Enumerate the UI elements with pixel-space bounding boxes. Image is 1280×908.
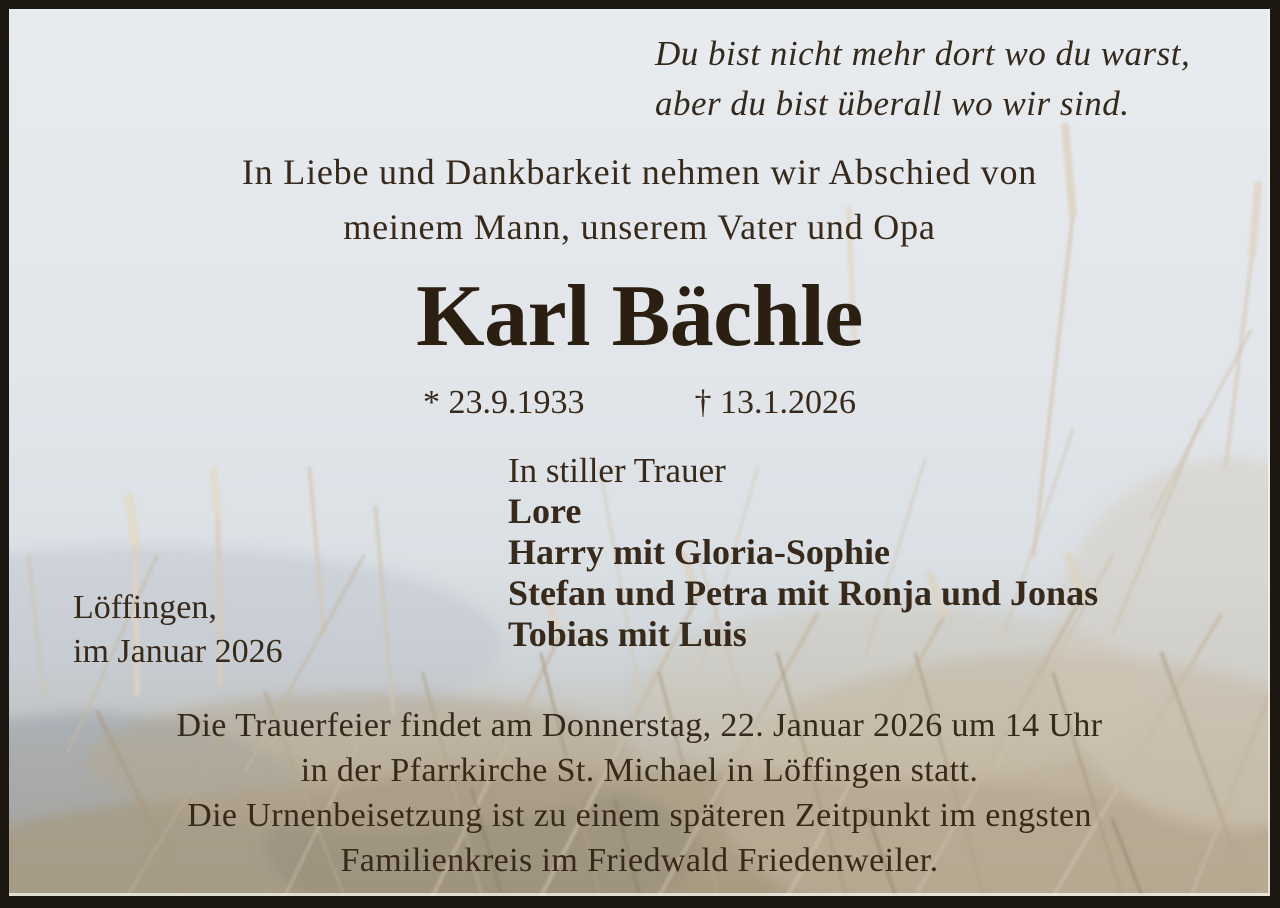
- mourner-name: Lore: [508, 491, 582, 531]
- epitaph-quote-line1: Du bist nicht mehr dort wo du warst,: [655, 34, 1191, 73]
- funeral-line4: Familienkreis im Friedwald Friedenweiler.: [340, 842, 939, 879]
- epitaph-quote-line2: aber du bist überall wo wir sind.: [655, 84, 1130, 123]
- deceased-name: Karl Bächle: [416, 268, 863, 365]
- funeral-line1: Die Trauerfeier findet am Donnerstag, 22. Januar 2026 um 14 Uhr: [176, 707, 1103, 744]
- introduction-line1: In Liebe und Dankbarkeit nehmen wir Abschied von: [241, 152, 1038, 192]
- funeral-line3: Die Urnenbeisetzung ist zu einem späteren Zeitpunkt im engsten: [187, 797, 1092, 834]
- mourner-name: Stefan und Petra mit Ronja und Jonas: [508, 573, 1099, 613]
- birth-date: * 23.9.1933: [423, 384, 585, 421]
- funeral-information: [9, 703, 1270, 883]
- funeral-line2: in der Pfarrkirche St. Michael in Löffingen statt.: [300, 752, 979, 789]
- mourner-name: Tobias mit Luis: [508, 614, 747, 654]
- introduction-text: [9, 145, 1270, 255]
- death-date: † 13.1.2026: [694, 384, 856, 421]
- epitaph-quote: [655, 29, 1190, 129]
- place-and-date: [73, 586, 283, 674]
- introduction-line2: meinem Mann, unserem Vater und Opa: [343, 207, 936, 247]
- date-line: im Januar 2026: [73, 633, 283, 670]
- place-line: Löffingen,: [73, 589, 217, 626]
- mourner-name: Harry mit Gloria-Sophie: [508, 532, 890, 572]
- life-dates: [9, 383, 1270, 423]
- mourners-block: [508, 450, 1098, 655]
- mourning-heading: In stiller Trauer: [508, 451, 726, 490]
